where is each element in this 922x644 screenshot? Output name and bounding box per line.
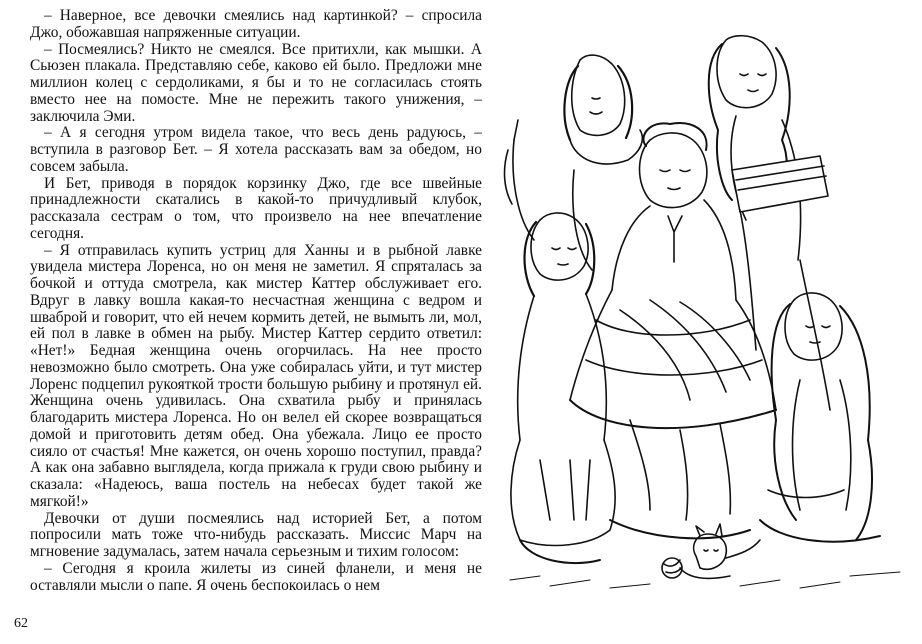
paragraph-1: – Наверное, все девочки смеялись над картинкой? – спросила Джо, обожавшая напряженные ситуации. [30, 7, 482, 41]
illustration-four-sisters-with-mother [500, 20, 912, 600]
paragraph-2: – Посмеялись? Никто не смеялся. Все притихли, как мышки. А Сьюзен плакала. Представляю себе, каково ей было. Предложи мне миллион колец с сердоликами, я бы и то не согласилась стоять вместо нее на помосте. Мне не пережить такого унижения, – заключила Эми. [30, 40, 482, 125]
girl-back-right-figure [709, 36, 830, 410]
paragraph-5: – Я отправилась купить устриц для Ханны и в рыбной лавке увидела мистера Лоренса, но он меня не заметил. Я спряталась за бочкой и оттуда смотрела, как мистер Каттер обслуживает его. Вдруг в лавку вошла какая-то несчастная женщина с ведром и шваброй и говорит, что ей нечем кормить детей, не вымыть ли, мол, ей пол в лавке в обмен на рыбу. Мистер Каттер сердито ответил: «Нет!» Бедная женщина очень огорчилась. На нее просто невозможно было смотреть. Она уже собиралась уйти, и тут мистер Лоренс подцепил рукояткой трости большую рыбину и протянул ей. Женщина очень удивилась. Она схватила рыбу и принялась благодарить мистера Лоренса. Но он велел ей скорее возвращаться домой и приготовить детям обед. Она убежала. Лицо ее просто сияло от счастья! Мне кажется, он очень хорошо поступил, правда? А как она забавно выглядела, когда прижала к груди свою рыбину и сказала: «Надеюсь, ваша постель на небесах будет такой же мягкой!» [30, 241, 482, 510]
ground-shading [510, 572, 900, 588]
paragraph-4: И Бет, приводя в порядок корзинку Джо, где все швейные принадлежности скатались в какой-то причудливый клубок, рассказала сестрам о том, что произвело на нее впечатление сегодня. [30, 174, 482, 242]
fabric-folds [610, 300, 750, 538]
girl-seated-left-figure [505, 120, 616, 563]
paragraph-7: – Сегодня я кроила жилеты из синей фланели, и меня не оставляли мысли о папе. Я очень беспокоилась о нем [30, 559, 482, 594]
page-number: 62 [14, 616, 28, 631]
girl-back-left-figure [564, 55, 642, 270]
text-block [30, 8, 482, 594]
girl-seated-right-figure [760, 293, 880, 542]
paragraph-6: Девочки от души посмеялись над историей Бет, а потом попросили мать тоже что-нибудь рассказать. Миссис Марч на мгновение задумалась, затем начала серьезным и тихим голосом: [30, 509, 482, 560]
paragraph-3: – А я сегодня утром видела такое, что весь день радуюсь, – вступила в разговор Бет. – Я хотела рассказать вам за обедом, но совсем забыла. [30, 124, 482, 175]
